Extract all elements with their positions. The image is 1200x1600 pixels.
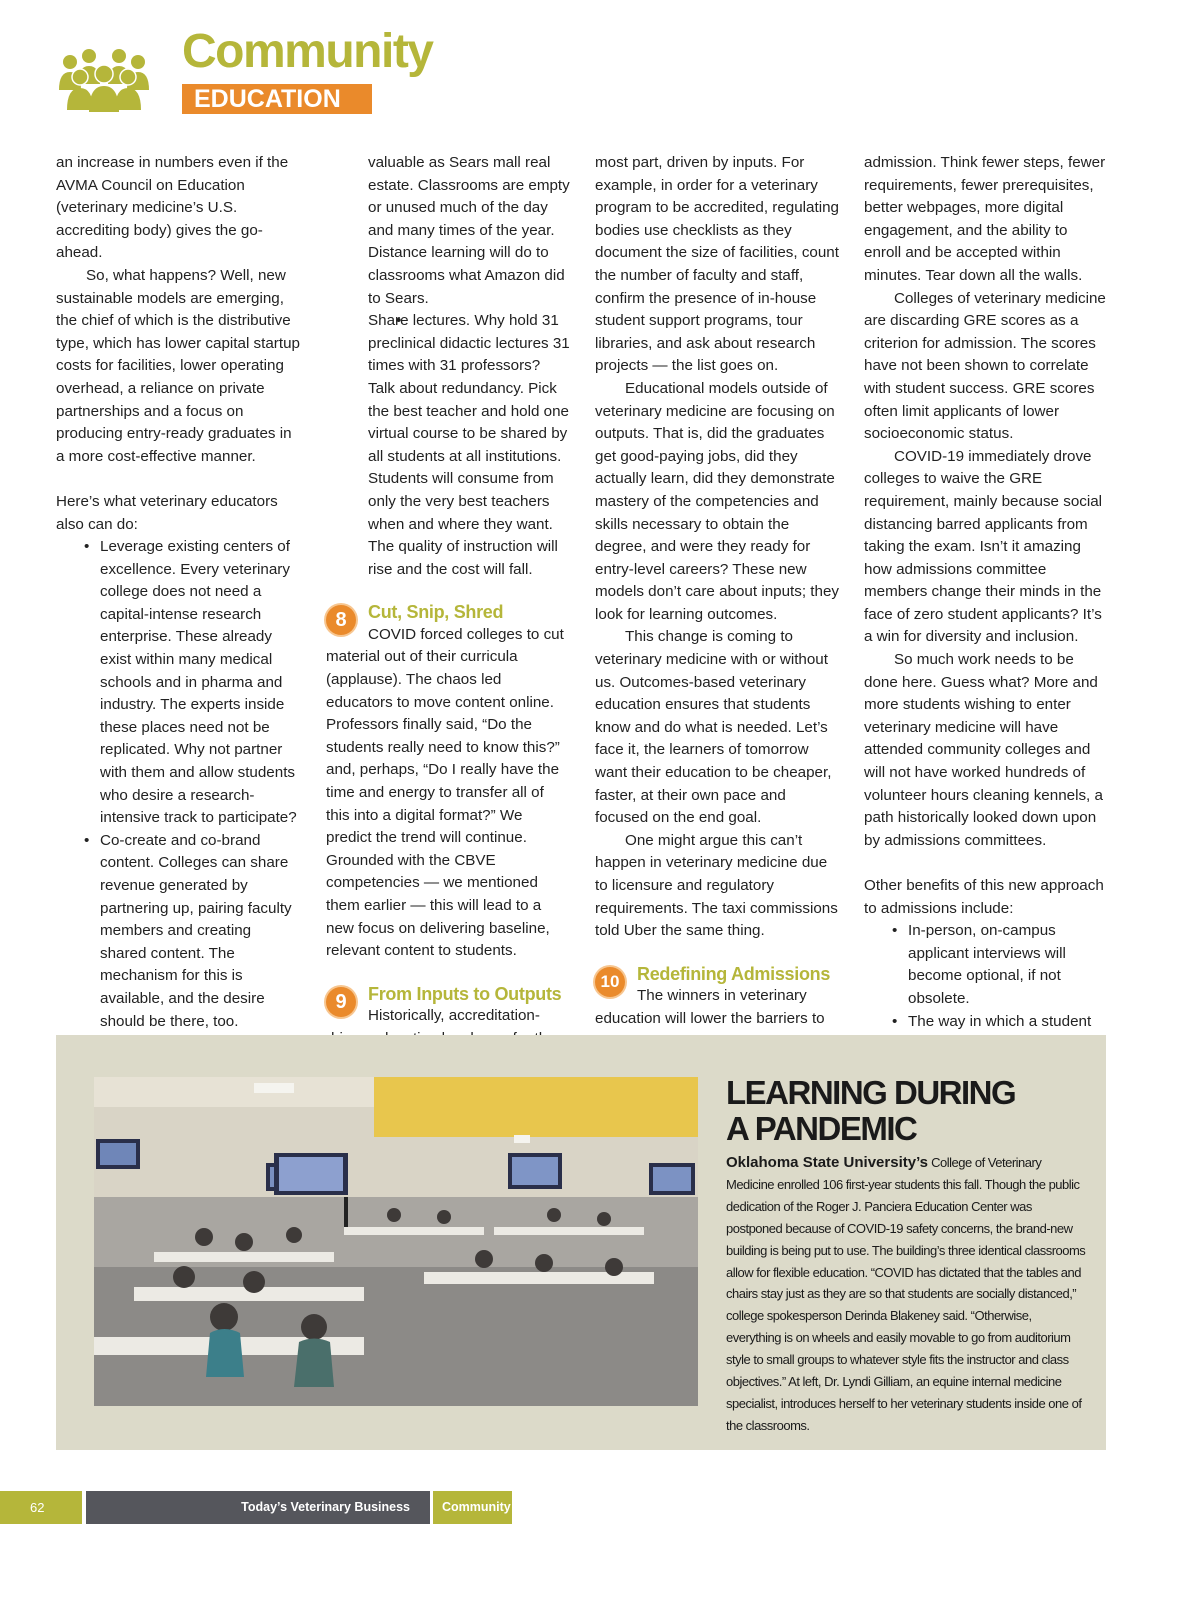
bullet-list: [326, 310, 570, 581]
list-item: • Co-create and co-brand content. Colleges can share revenue generated by partnering up, pairing faculty members and creating shared content. The mechanism for this is available, and the desire should be there, too.: [56, 830, 300, 1033]
sidebar-title-line: A PANDEMIC: [726, 1110, 917, 1147]
magazine-name: Today’s Veterinary Business: [86, 1491, 430, 1524]
paragraph: an increase in numbers even if the AVMA Council on Education (veterinary medicine’s U.S. accrediting body) gives the go-ahead.: [56, 154, 289, 262]
page-number: 62: [0, 1491, 82, 1524]
paragraph: Here’s what veterinary educators also can do:: [56, 492, 278, 533]
paragraph: The winners in veterinary education will lower the barriers to: [595, 987, 825, 1027]
article-column-1: [56, 152, 300, 1032]
list-item: • Share lectures. Why hold 31 preclinical didactic lectures 31 times with 31 professors? Talk about redundancy. Pick the best teacher and hold one virtual course to be shared by all students at all institutions. Students will consume from only the very best teachers when and where they want. The quality of instruction will rise and the cost will fall.: [368, 310, 570, 581]
paragraph: Educational models outside of veterinary medicine are focusing on outputs. That is, did the graduates get good-paying jobs, did they actually learn, did they demonstrate mastery of the competencies and skills necessary to obtain the degree, and were they ready for entry-level careers? These new models don’t care about inputs; they look for learning outcomes.: [595, 379, 839, 623]
paragraph: Other benefits of this new approach to admissions include:: [864, 877, 1104, 917]
sidebar-title: [726, 1075, 1086, 1147]
section-heading: From Inputs to Outputs: [368, 983, 562, 1004]
sidebar-box: [56, 1035, 1106, 1450]
sidebar-body: [726, 1152, 1086, 1437]
paragraph: Colleges of veterinary medicine are discarding GRE scores as a criterion for admission. The scores have not been shown to correlate with student success. GRE scores often limit applicants of lower socioeconomic status.: [864, 289, 1106, 443]
sidebar-title-line: LEARNING DURING: [726, 1074, 1016, 1111]
list-item: • The way in which a student: [864, 1011, 1108, 1056]
section-8: [326, 601, 570, 963]
paragraph: COVID forced colleges to cut material out of their curricula (applause). The chaos led educators to move content online. Professors finally said, “Do the students really need to know this?” and, perhaps, “Do I really have the time and energy to transfer all of this into a digital format?” We predict the trend will continue. Grounded with the CBVE competencies — we mentioned them earlier — this will lead to a new focus on delivering baseline, relevant content to students.: [326, 625, 564, 960]
footer-section-label: Community: [433, 1491, 512, 1524]
paragraph: So, what happens? Well, new sustainable models are emerging, the chief of which is the distributive type, which has lower capital startup costs for facilities, lower operating overhead, a reliance on private partnerships and a focus on producing entry-ready graduates in a more cost-effective manner.: [56, 266, 300, 465]
paragraph: valuable as Sears mall real estate. Classrooms are empty or unused much of the day and many times of the year. Distance learning will do to classrooms what Amazon did to Sears.: [368, 154, 570, 307]
section-heading: Redefining Admissions: [637, 963, 831, 984]
section-number-badge: 9: [326, 987, 356, 1017]
bullet-list: [56, 536, 300, 1078]
sidebar-lead: Oklahoma State University’s: [726, 1154, 929, 1171]
paragraph: Historically, accreditation-: [368, 1007, 540, 1025]
paragraph: admission. Think fewer steps, fewer requirements, fewer prerequisites, better webpages, more digital engagement, and the ability to enroll and be accepted within minutes. Tear down all the walls.: [864, 154, 1106, 284]
paragraph: most part, driven by inputs. For example, in order for a veterinary program to be accredited, regulating bodies use checklists as they document the size of facilities, count the number of faculty and staff, confirm the presence of in-house student support programs, tour libraries, and ask about research projects — the list goes on.: [595, 154, 839, 375]
section-number-badge: 10: [595, 967, 625, 997]
article-column-4: [864, 152, 1108, 1032]
section-number-badge: 8: [326, 605, 356, 635]
section-10: [595, 963, 839, 1031]
section-heading: Cut, Snip, Shred: [368, 602, 504, 623]
sidebar-text: College of Veterinary Medicine enrolled 106 first-year students this fall. Though the public dedication of the Roger J. Panciera Education Center was postponed because of COVID-19 safety concerns, the brand-new building is being put to use. The building’s three identical classrooms allow for flexible education. “COVID has dictated that the tables and chairs stay just as they are so that students are socially distanced,” college spokesperson Derinda Blakeney said. “Otherwise, everything is on wheels and easily movable to go from auditorium style to small groups to whatever style fits the instructor and class objectives.” At left, Dr. Lyndi Gilliam, an equine internal medicine specialist, introduces herself to her veterinary students inside one of the classrooms.: [726, 1155, 1086, 1433]
paragraph: One might argue this can’t happen in veterinary medicine due to licensure and regulatory requirements. The taxi commissions told Uber the same thing.: [595, 831, 838, 940]
paragraph: COVID-19 immediately drove colleges to waive the GRE requirement, mainly because social distancing barred applicants from taking the exam. Isn’t it amazing how admissions committee members change their minds in the face of zero student applicants? It’s a win for diversity and inclusion.: [864, 447, 1103, 646]
article-column-2: [326, 152, 570, 1032]
article-column-3: [595, 152, 839, 1032]
community-people-icon: [56, 44, 152, 114]
section-title: Community: [182, 25, 433, 78]
paragraph: So much work needs to be done here. Guess what? More and more students wishing to enter veterinary medicine will have attended community colleges and will not have worked hundreds of volunteer hours cleaning kennels, a path historically looked down upon by admissions committees.: [864, 651, 1103, 849]
classroom-photo: [94, 1077, 698, 1406]
paragraph: This change is coming to veterinary medicine with or without us. Outcomes-based veterinary education ensures that students know and do what is needed. Let’s face it, the learners of tomorrow want their education to be cheaper, faster, at their own pace and focused on the end goal.: [595, 628, 832, 827]
section-subtitle: EDUCATION: [182, 84, 372, 114]
list-item: • In-person, on-campus applicant interviews will become optional, if not obsolete.: [864, 920, 1108, 1010]
list-item: • Leverage existing centers of excellence. Every veterinary college does not need a capital-intense research enterprise. These already exist within many medical schools and in pharma and industry. The experts inside these places need not be replicated. Why not partner with them and allow students who desire a research-intensive track to participate?: [56, 536, 300, 830]
